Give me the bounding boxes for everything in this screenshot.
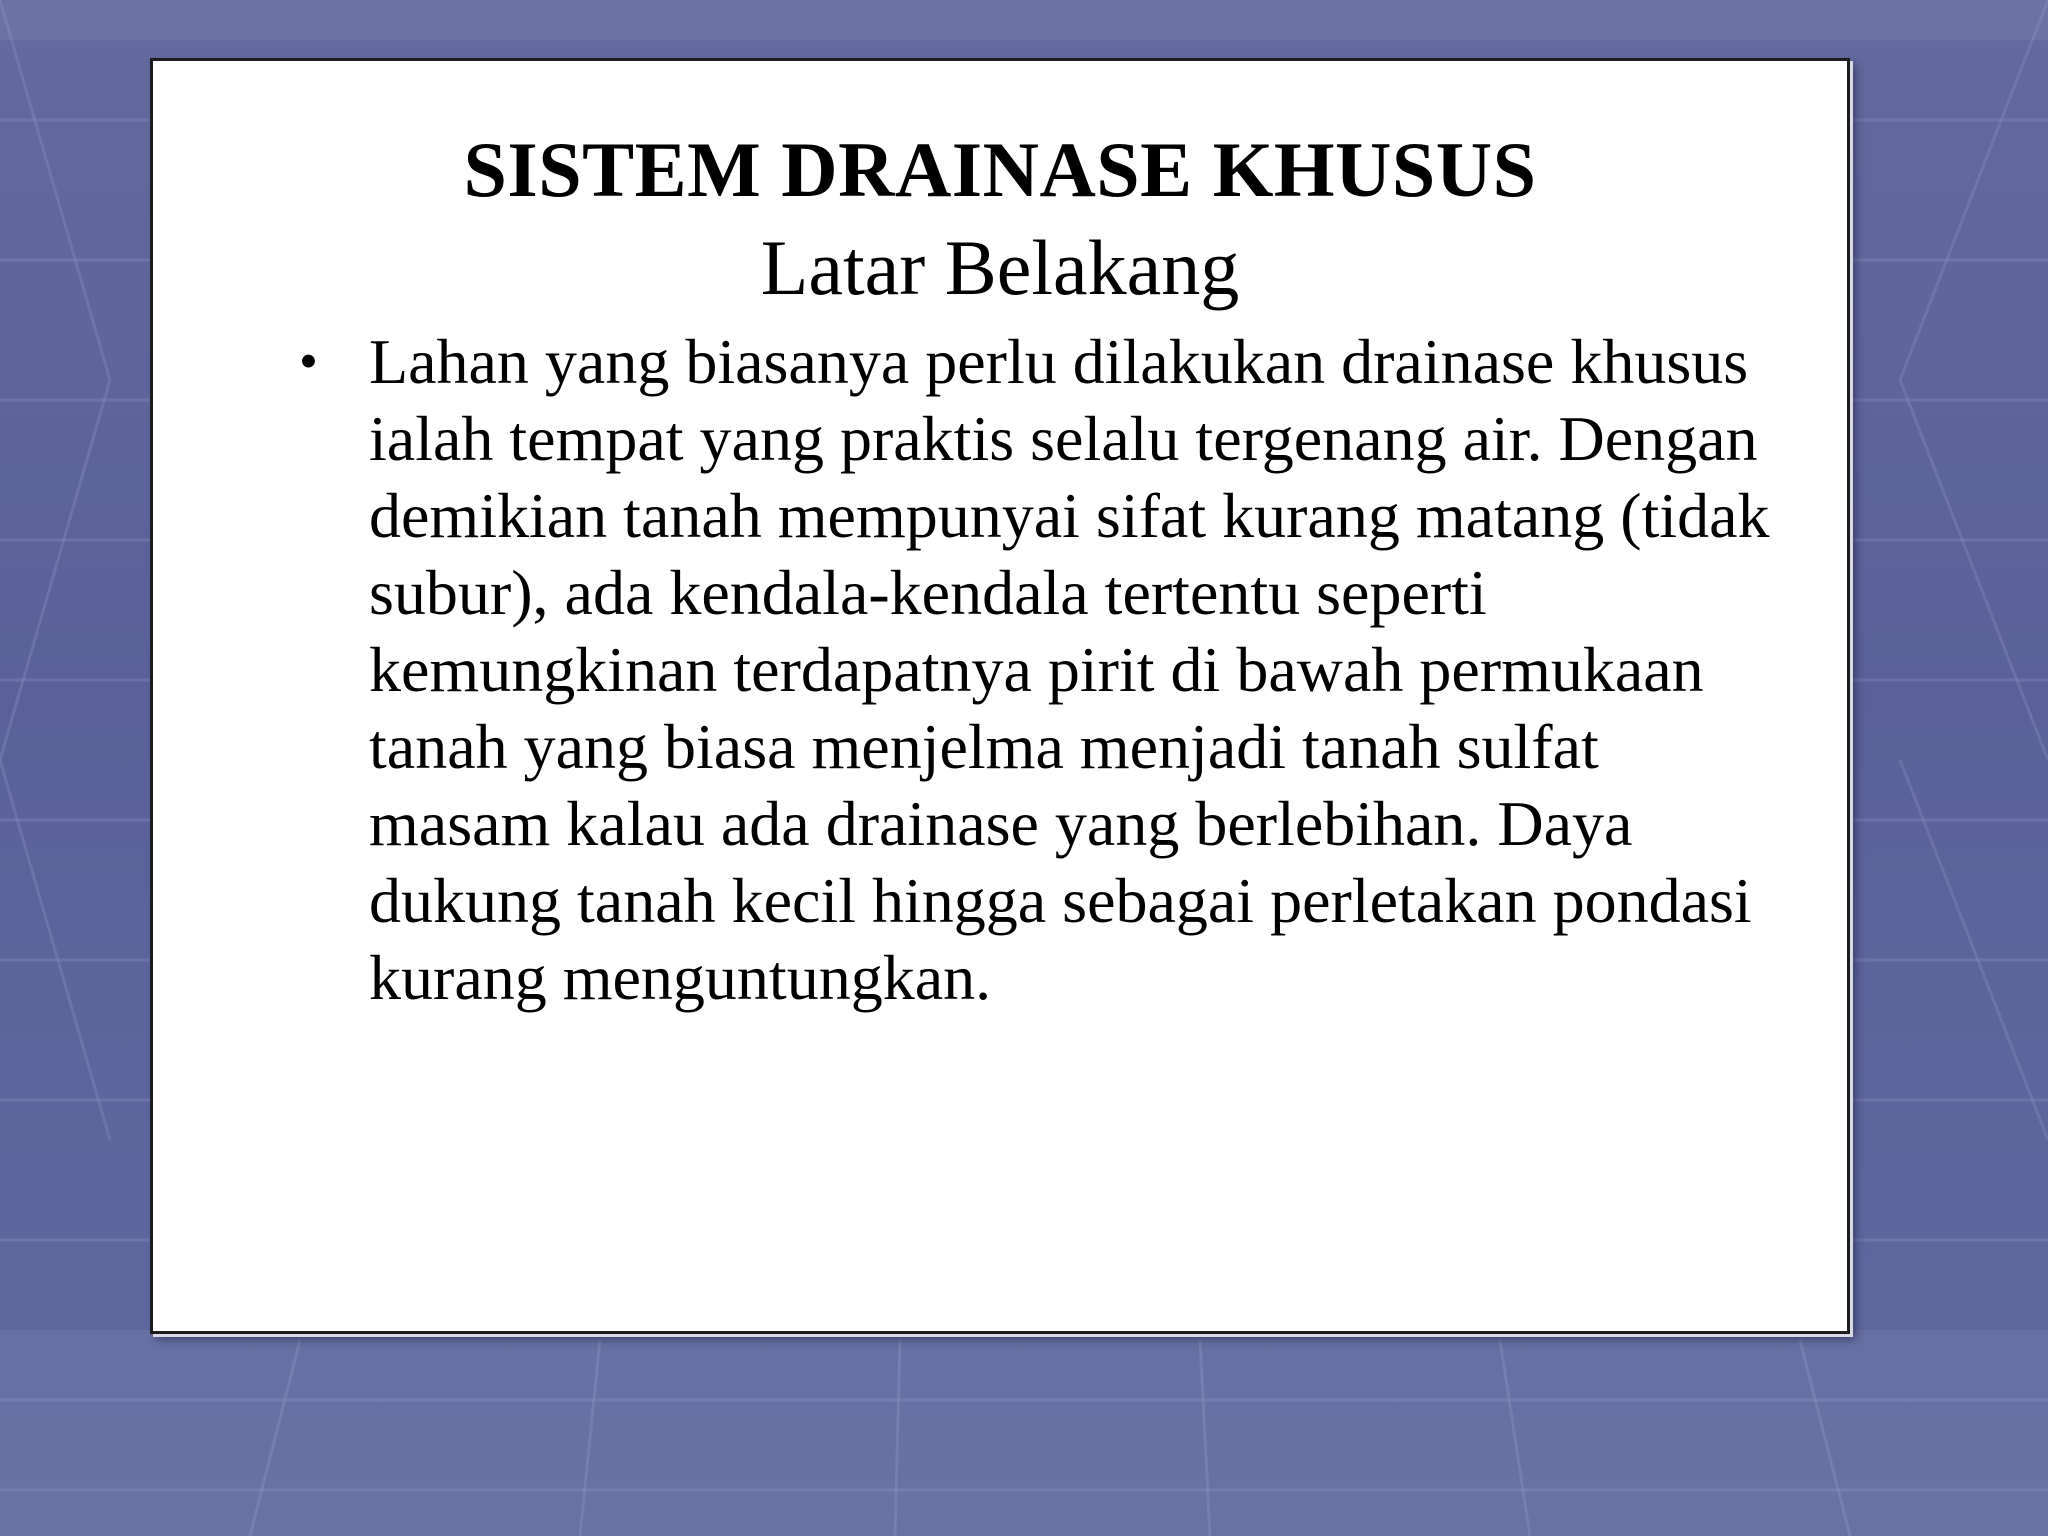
bullet-marker: • <box>299 331 318 391</box>
bullet-item <box>269 323 1789 1016</box>
slide-content-panel <box>150 58 1850 1334</box>
slide-title: SISTEM DRAINASE KHUSUS <box>463 126 1537 213</box>
bullet-list <box>269 323 1789 1016</box>
bullet-text: Lahan yang biasanya perlu dilakukan drainase khusus ialah tempat yang praktis selalu tergenang air. Dengan demikian tanah mempunyai sifat kurang matang (tidak subur), ada kendala-kendala tertentu seperti kemungkinan terdapatnya pirit di bawah permukaan tanah yang biasa menjelma menjadi tanah sulfat masam kalau ada drainase yang berlebihan. Daya dukung tanah kecil hingga sebagai perletakan pondasi kurang menguntungkan. <box>369 326 1770 1013</box>
slide-subtitle: Latar Belakang <box>760 224 1240 311</box>
